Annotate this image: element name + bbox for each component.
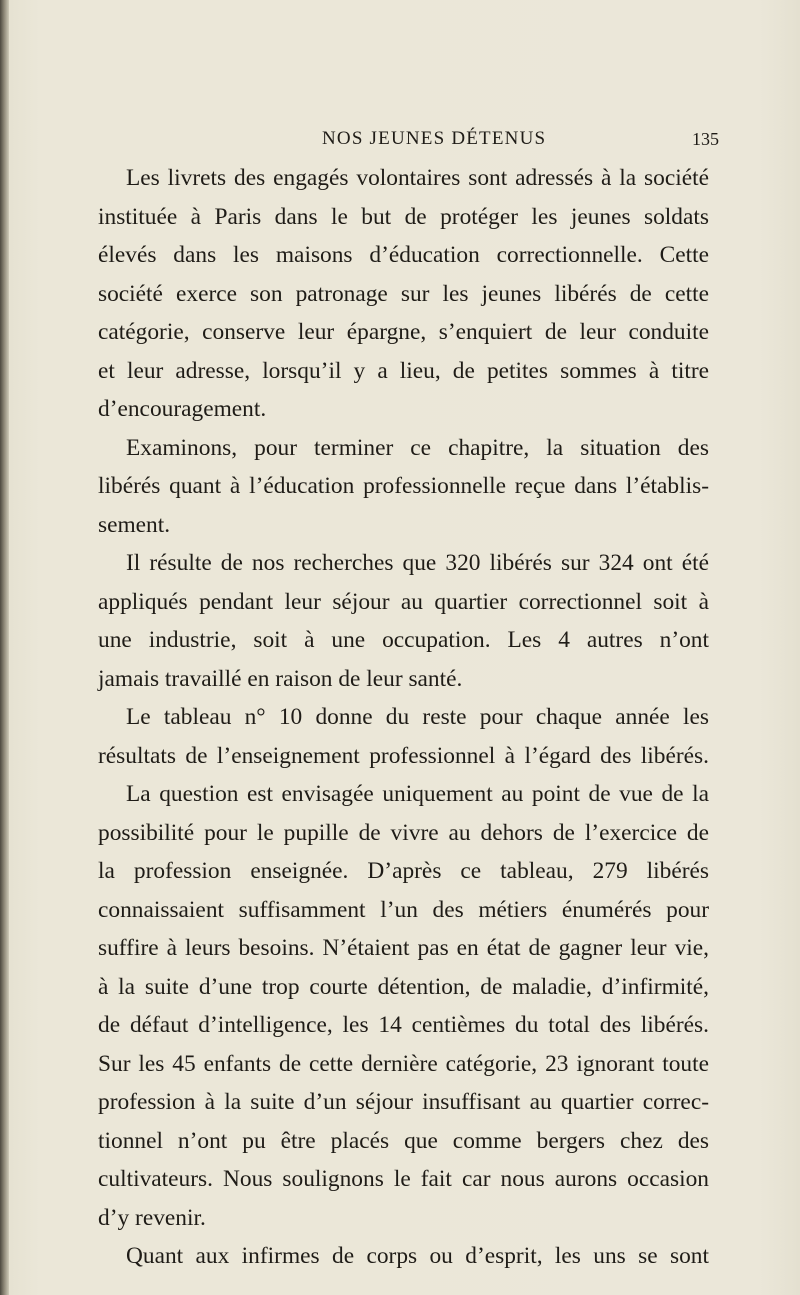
- text-line: suffire à leurs besoins. N’étaient pas en état de gagner leur vie,: [98, 935, 709, 961]
- text-line: instituée à Paris dans le but de protéger les jeunes soldats: [98, 204, 709, 230]
- text-line: appliqués pendant leur séjour au quartier correctionnel soit à: [98, 589, 709, 615]
- text-line: Les livrets des engagés volontaires sont adressés à la société: [126, 165, 709, 191]
- text-line: Quant aux infirmes de corps ou d’esprit, les uns se sont: [126, 1243, 709, 1269]
- text-line: à la suite d’une trop courte détention, de maladie, d’infirmité,: [98, 974, 709, 1000]
- text-line: jamais travaillé en raison de leur santé.: [98, 666, 463, 692]
- text-line: libérés quant à l’éducation professionnelle reçue dans l’établis-: [98, 473, 709, 499]
- page-number: 135: [692, 129, 719, 149]
- text-line: société exerce son patronage sur les jeunes libérés de cette: [98, 281, 709, 307]
- text-line: Examinons, pour terminer ce chapitre, la situation des: [126, 435, 709, 461]
- text-line: catégorie, conserve leur épargne, s’enquiert de leur conduite: [98, 319, 709, 345]
- text-line: Sur les 45 enfants de cette dernière catégorie, 23 ignorant toute: [98, 1051, 709, 1077]
- text-line: cultivateurs. Nous soulignons le fait car nous aurons occasion: [98, 1166, 709, 1192]
- text-line: Il résulte de nos recherches que 320 libérés sur 324 ont été: [126, 550, 709, 576]
- running-title: NOS JEUNES DÉTENUS: [322, 128, 547, 149]
- text-line: connaissaient suffisamment l’un des métiers énumérés pour: [98, 897, 709, 923]
- text-line: sement.: [98, 512, 171, 538]
- text-line: possibilité pour le pupille de vivre au dehors de l’exercice de: [98, 820, 709, 846]
- text-line: d’encouragement.: [98, 396, 267, 422]
- text-line: une industrie, soit à une occupation. Les 4 autres n’ont: [98, 627, 709, 653]
- text-line: profession à la suite d’un séjour insuffisant au quartier correc-: [98, 1089, 709, 1115]
- text-line: tionnel n’ont pu être placés que comme bergers chez des: [98, 1128, 709, 1154]
- text-line: de défaut d’intelligence, les 14 centièmes du total des libérés.: [98, 1012, 709, 1038]
- text-line: La question est envisagée uniquement au point de vue de la: [126, 781, 709, 807]
- text-line: la profession enseignée. D’après ce tableau, 279 libérés: [98, 858, 709, 884]
- text-line: Le tableau n° 10 donne du reste pour chaque année les: [126, 704, 709, 730]
- text-line: résultats de l’enseignement professionnel à l’égard des libérés.: [98, 743, 709, 769]
- text-line: élevés dans les maisons d’éducation correctionnelle. Cette: [98, 242, 709, 268]
- text-line: et leur adresse, lorsqu’il y a lieu, de petites sommes à titre: [98, 358, 709, 384]
- text-line: d’y revenir.: [98, 1205, 206, 1231]
